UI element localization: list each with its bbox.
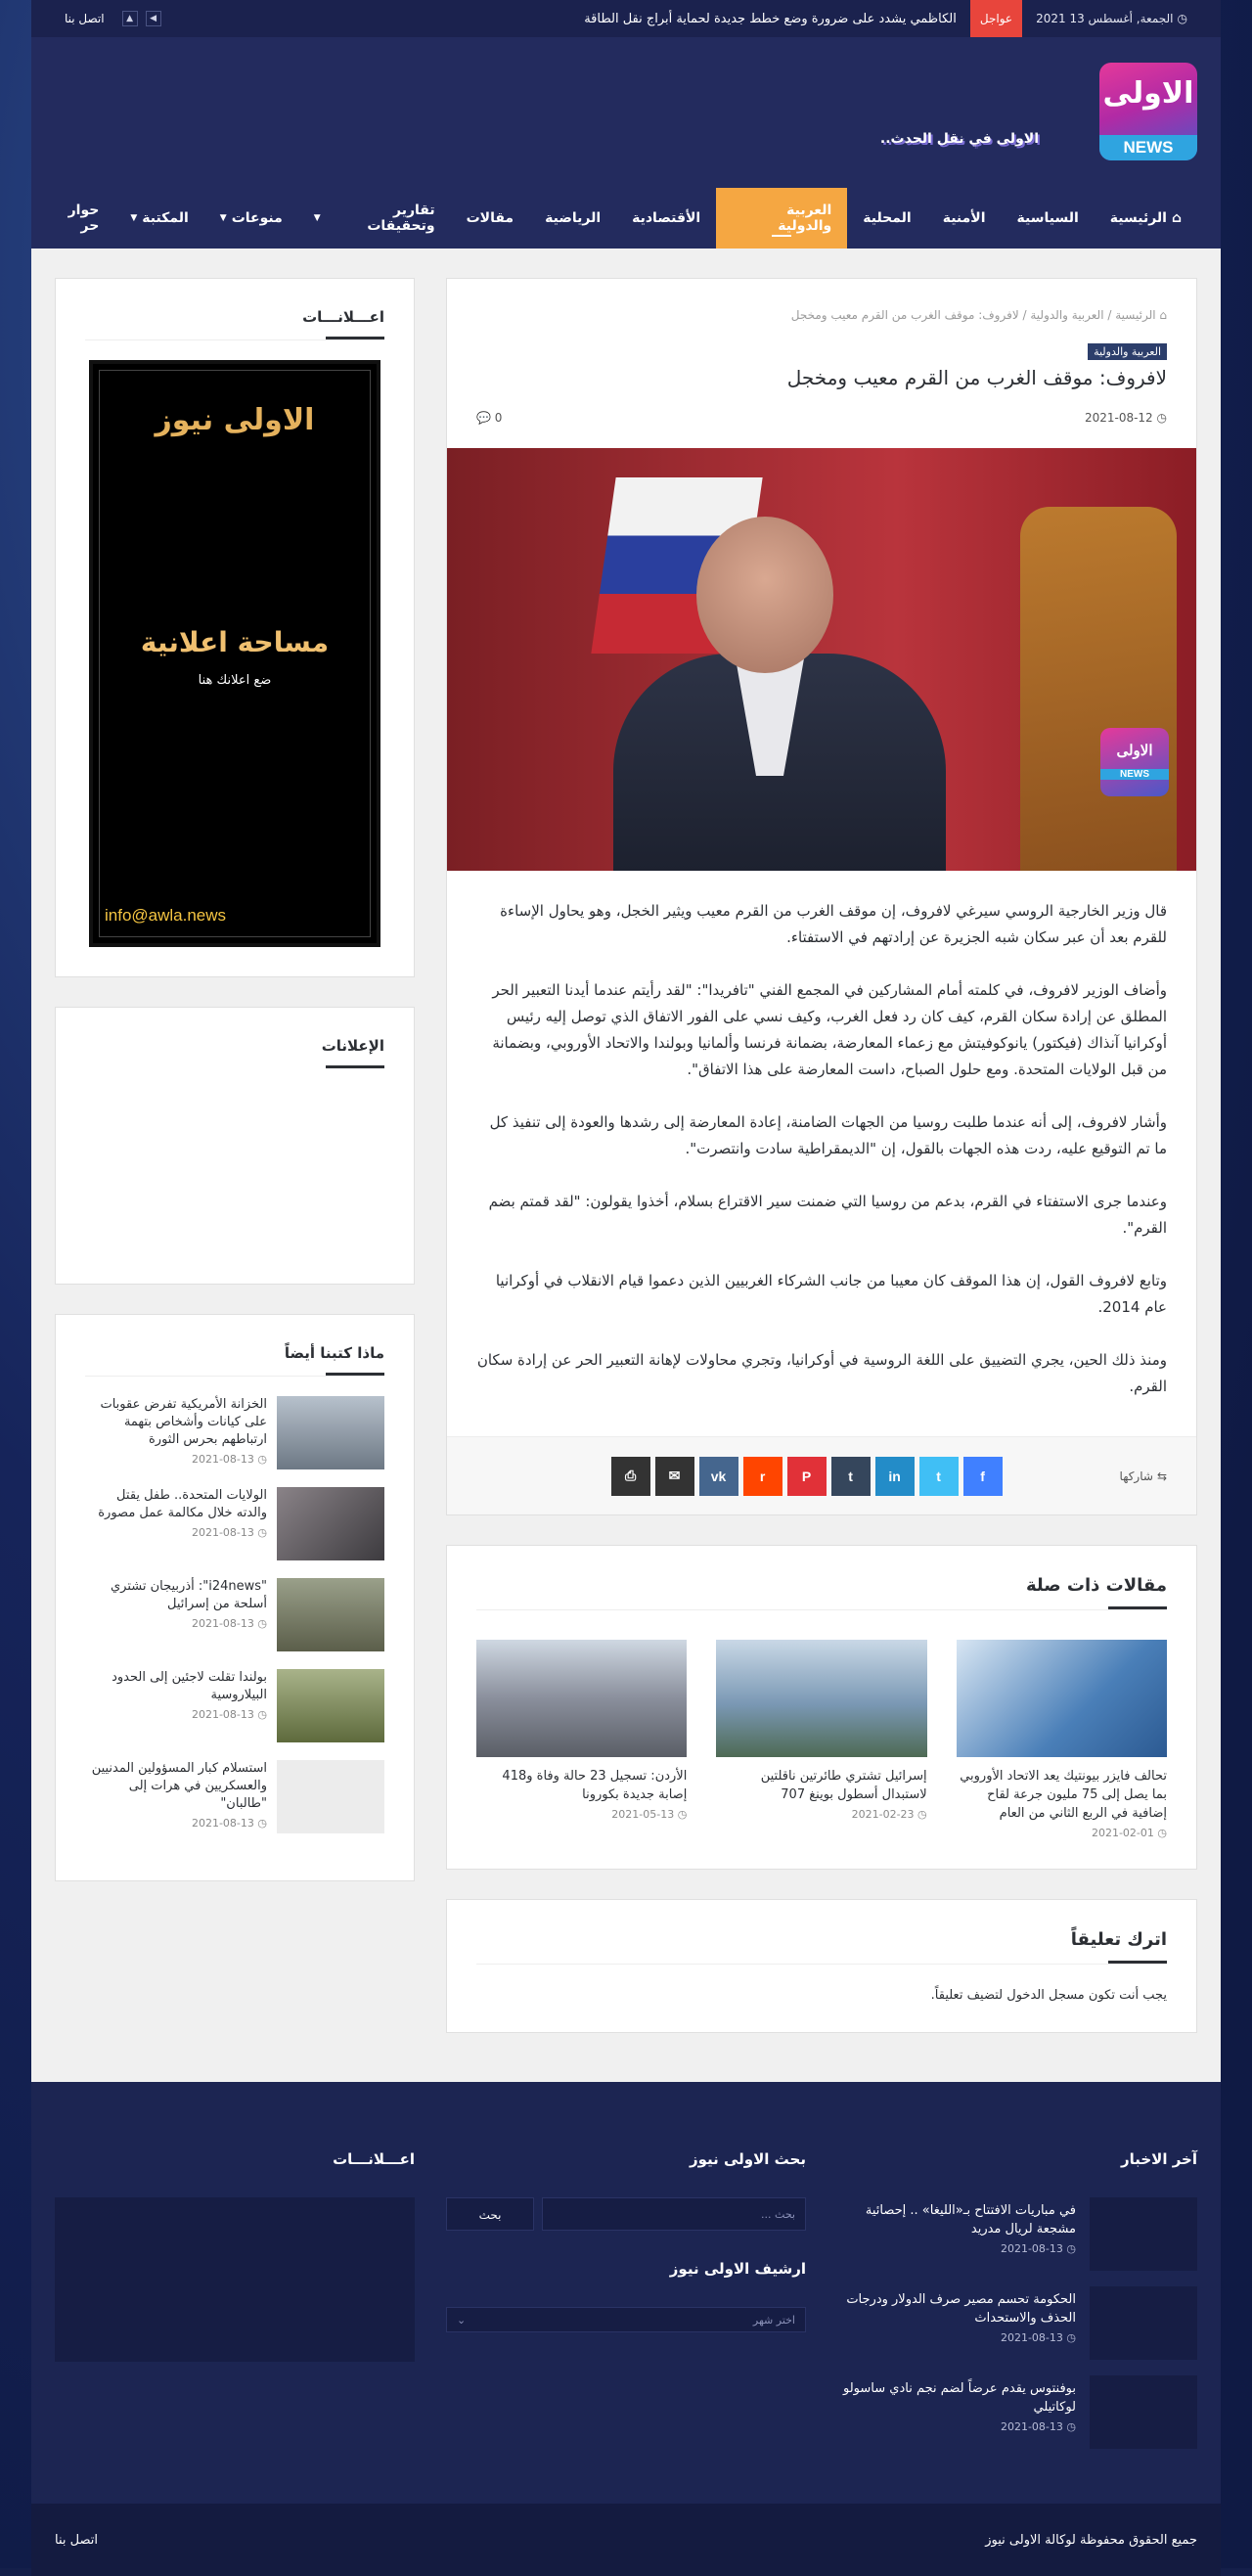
clock-icon: ◷ — [1062, 2331, 1076, 2344]
chevron-down-icon: ⌄ — [457, 2314, 467, 2327]
twitter-share-button[interactable] — [919, 1457, 959, 1496]
related-item[interactable] — [716, 1640, 926, 1839]
post-thumbnail[interactable] — [1090, 2375, 1197, 2449]
site-footer — [31, 2082, 1221, 2504]
ticker-next-button[interactable]: ▲ — [122, 11, 138, 26]
comments-icon: 💬 — [476, 411, 491, 425]
chevron-down-icon: ▼ — [219, 213, 227, 223]
clock-icon: ◷ — [674, 1808, 688, 1821]
copyright-bar — [31, 2504, 1221, 2576]
contact-link[interactable]: اتصل بنا — [65, 12, 105, 25]
archive-select[interactable] — [446, 2307, 806, 2332]
footer-title: ارشيف الاولى نيوز — [669, 2260, 806, 2278]
date-text: 2021-08-13 — [191, 1617, 254, 1630]
post-title[interactable]: استسلام كبار المسؤولين المدنيين والعسكريين في هرات إلى "طالبان" — [91, 1761, 267, 1811]
post-date — [85, 1817, 267, 1830]
footer-ads — [55, 2150, 415, 2464]
footer-latest — [837, 2150, 1197, 2464]
vk-share-button[interactable] — [699, 1457, 738, 1496]
related-item-date — [957, 1827, 1167, 1839]
linkedin-share-button[interactable] — [875, 1457, 915, 1496]
related-item[interactable] — [957, 1640, 1167, 1839]
ad-banner[interactable] — [89, 360, 380, 947]
tumblr-icon: t — [848, 1468, 853, 1484]
article-meta — [447, 389, 1196, 448]
article-paragraph: وعندما جرى الاستفتاء في القرم، بدعم من روسيا التي ضمنت سير الاقتراع بسلام، أخذوا يقولون: "لقد قمتم بضم القرم". — [488, 1193, 1167, 1237]
date-text: 2021-08-13 — [1000, 2331, 1063, 2344]
article-box — [446, 278, 1197, 1515]
breadcrumb-text[interactable]: الرئيسية / العربية والدولية / لافروف: موقف الغرب من القرم معيب ومخجل — [790, 308, 1156, 322]
post-title[interactable]: الولايات المتحدة.. طفل يقتل والدته خلال مكالمة عمل مصورة — [98, 1488, 267, 1520]
count-text: 0 — [494, 411, 503, 425]
post-title[interactable]: الخزانة الأمريكية تفرض عقوبات على كيانات وأشخاص بتهمة ارتباطهم بحرس الثورة — [100, 1397, 267, 1447]
nav-security[interactable]: الأمنية — [942, 210, 986, 226]
related-item-date — [716, 1808, 926, 1821]
date-text: 2021-08-13 — [191, 1453, 254, 1466]
chevron-down-icon: ▼ — [130, 213, 138, 223]
publish-date — [1085, 411, 1167, 425]
related-list — [447, 1610, 1196, 1869]
clock-icon: ◷ — [253, 1453, 267, 1466]
nav-local[interactable]: المحلية — [863, 210, 912, 226]
email-icon: ✉ — [668, 1468, 681, 1483]
article-paragraph: وتابع لافروف القول، إن هذا الموقف كان معيبا من جانب الشركاء الغربيين الذين دعموا قيام الانقلاب في أوكرانيا عام 2014. — [495, 1272, 1167, 1316]
clock-icon: ◷ — [1062, 2420, 1076, 2433]
tumblr-share-button[interactable] — [831, 1457, 871, 1496]
related-title: مقالات ذات صلة — [447, 1546, 1196, 1609]
clock-icon: ◷ — [914, 1808, 927, 1821]
post-date — [837, 2242, 1076, 2255]
list-item[interactable] — [85, 1669, 384, 1742]
ticker-prev-button[interactable]: ◀ — [146, 11, 161, 26]
nav-home[interactable] — [1095, 188, 1197, 249]
ad-heading: مساحة اعلانية — [140, 626, 330, 658]
date-text: 2021-08-13 — [191, 1708, 254, 1721]
head-shape — [696, 517, 833, 673]
share-label — [1120, 1469, 1167, 1483]
article-image — [447, 448, 1196, 871]
breaking-badge: عواجل — [970, 0, 1022, 37]
pinterest-share-button[interactable] — [787, 1457, 827, 1496]
share-text: شاركها — [1119, 1469, 1153, 1483]
main-column — [446, 278, 1197, 2062]
clock-icon: ◷ — [253, 1817, 267, 1830]
post-thumbnail[interactable] — [277, 1396, 384, 1469]
post-thumbnail[interactable] — [1090, 2286, 1197, 2360]
nav-library[interactable] — [114, 188, 203, 249]
nav-arab-international[interactable]: العربية والدولية — [716, 188, 847, 249]
article-paragraph: وأشار لافروف، إلى أنه عندما طلبت روسيا من الجهات الضامنة، إعادة المعارضة إلى رشدها والعودة إلى تنفيذ كل ما تم التوقيع عليه، ردت هذه الجهات بالقول، إن "الديمقراطية سادت وانتصرت". — [489, 1113, 1167, 1157]
article-title: لافروف: موقف الغرب من القرم معيب ومخجل — [786, 366, 1167, 389]
related-item-date — [476, 1808, 687, 1821]
linkedin-icon: in — [888, 1468, 901, 1484]
search-form — [446, 2197, 806, 2231]
footer-title: اعـــلانـــات — [333, 2150, 415, 2168]
footer-search — [446, 2150, 806, 2464]
list-item[interactable] — [85, 1487, 384, 1560]
widget-title: الإعلانات — [56, 1008, 414, 1068]
post-date — [85, 1453, 267, 1466]
nav-articles[interactable]: مقالات — [466, 210, 514, 226]
site-header — [31, 37, 1221, 249]
ad-logo: الاولى نيوز — [155, 403, 315, 437]
facebook-icon: f — [980, 1468, 985, 1484]
nav-sports[interactable]: الرياضية — [545, 210, 602, 226]
recent-posts-widget — [55, 1314, 415, 1881]
site-logo[interactable] — [1099, 63, 1197, 160]
post-thumbnail[interactable] — [277, 1760, 384, 1833]
article-paragraph: ومنذ ذلك الحين، يجري التضييق على اللغة الروسية في أوكرانيا، وتجري محاولات لإهانة التعبير الحر عن إرادة سكان القرم. — [476, 1351, 1167, 1395]
related-item-title[interactable]: الأردن: تسجيل 23 حالة وفاة و418 إصابة جديدة بكورونا — [502, 1769, 688, 1802]
sidebar — [55, 278, 415, 1911]
twitter-icon: t — [936, 1468, 941, 1484]
post-title[interactable]: الحكومة تحسم مصير صرف الدولار ودرجات الحذف والاستحداث — [846, 2292, 1076, 2326]
content-area — [31, 249, 1221, 2062]
search-input[interactable]: بحث ... — [542, 2197, 806, 2231]
chevron-down-icon: ▼ — [313, 213, 321, 223]
site-container — [31, 0, 1221, 2576]
post-date — [85, 1617, 267, 1630]
post-title[interactable]: "i24news": أذربيجان تشتري أسلحة من إسرائيل — [110, 1579, 267, 1611]
clock-icon: ◷ — [253, 1526, 267, 1539]
breaking-news-link[interactable]: الكاظمي يشدد على ضرورة وضع خطط جديدة لحماية أبراج نقل الطاقة — [584, 11, 957, 26]
share-icon: ⇆ — [1156, 1469, 1167, 1483]
clock-icon: ◷ — [1152, 411, 1167, 425]
breadcrumb — [447, 279, 1196, 322]
reddit-icon: r — [759, 1468, 766, 1484]
share-bar — [447, 1436, 1196, 1514]
widget-title: ماذا كتبنا أيضاً — [56, 1315, 414, 1376]
nav-reports[interactable] — [298, 188, 451, 249]
vk-icon: vk — [710, 1468, 727, 1484]
clock-icon: ◷ — [1153, 1827, 1167, 1839]
post-thumbnail[interactable] — [277, 1487, 384, 1560]
footer-contact-link[interactable]: اتصل بنا — [55, 2532, 98, 2548]
post-date — [85, 1526, 267, 1539]
date-text: 2021-02-01 — [1091, 1827, 1154, 1839]
widget-title: اعـــلانـــات — [56, 279, 414, 339]
post-title[interactable]: بوفنتوس يقدم عرضاً لضم نجم نادي ساسولو لوكاتيلي — [843, 2381, 1076, 2415]
share-buttons — [611, 1457, 1003, 1496]
clock-icon: ◷ — [253, 1708, 267, 1721]
nav-economy[interactable]: الأقتصادية — [632, 210, 701, 226]
image-watermark-logo — [1100, 728, 1169, 796]
category-badge[interactable]: العربية والدولية — [1088, 343, 1167, 360]
date-text: الجمعة, أغسطس 13 2021 — [1036, 12, 1174, 25]
post-thumbnail[interactable] — [1090, 2197, 1197, 2271]
related-thumbnail[interactable] — [716, 1640, 926, 1757]
clock-icon: ◷ — [1177, 12, 1187, 25]
recent-list — [56, 1377, 414, 1880]
post-title[interactable]: بولندا تقلت لاجئين إلى الحدود البيلاروسية — [112, 1670, 267, 1702]
article-body — [447, 871, 1196, 1436]
nav-label: منوعات — [231, 210, 283, 226]
nav-label: الرئيسية — [1109, 210, 1167, 226]
copyright-text: جميع الحقوق محفوظة لوكالة الاولى نيوز — [985, 2532, 1197, 2548]
watermark-text: الاولى — [1116, 743, 1153, 759]
list-item[interactable] — [837, 2197, 1197, 2271]
date-text: 2021-05-13 — [611, 1808, 675, 1821]
home-icon: ⌂ — [1171, 210, 1182, 226]
divider — [85, 339, 384, 340]
related-item-title[interactable]: تحالف فايزر بيونتيك يعد الاتحاد الأوروبي بما يصل إلى 75 مليون جرعة لقاح إضافية في الربع الثاني من العام — [960, 1769, 1167, 1821]
current-date — [1036, 12, 1187, 25]
comments-box — [446, 1899, 1197, 2033]
select-value: اختر شهر — [752, 2314, 795, 2327]
ad-email: info@awla.news — [105, 906, 227, 925]
login-required-note: يجب أنت تكون مسجل الدخول لتضيف تعليقاً. — [930, 1988, 1167, 2003]
nav-misc[interactable] — [204, 188, 298, 249]
date-text: 2021-02-23 — [851, 1808, 915, 1821]
logo-news: NEWS — [1099, 135, 1197, 160]
nav-politics[interactable]: السياسية — [1016, 210, 1079, 226]
post-title[interactable]: في مباريات الافتتاح بـ«الليغا» .. إحصائية مشجعة لريال مدريد — [865, 2203, 1076, 2237]
date-text: 2021-08-13 — [191, 1817, 254, 1830]
post-date — [837, 2420, 1076, 2433]
ads-widget — [55, 278, 415, 977]
list-item[interactable] — [837, 2286, 1197, 2360]
comment-count[interactable] — [476, 411, 502, 425]
clock-icon: ◷ — [253, 1617, 267, 1630]
top-bar — [31, 0, 1221, 37]
related-item[interactable] — [476, 1640, 687, 1839]
footer-title: بحث الاولى نيوز — [689, 2150, 806, 2168]
related-item-title[interactable]: إسرائيل تشتري طائرتين ناقلتين لاستبدال أسطول بوينغ 707 — [760, 1769, 927, 1802]
ad-subtext: ضع اعلانك هنا — [198, 673, 272, 688]
list-item[interactable] — [85, 1760, 384, 1833]
clock-icon: ◷ — [1062, 2242, 1076, 2255]
pinterest-icon: P — [801, 1468, 812, 1484]
main-nav — [31, 188, 1221, 249]
print-share-button[interactable] — [611, 1457, 650, 1496]
article-paragraph: وأضاف الوزير لافروف، في كلمته أمام المشاركين في المجمع الفني "تافريدا": "لقد رأيتم عندما أيدنا التعبير الحر المطلق عن إرادة سكان القرم، كيف كان رد فعل الغرب، وكيف نسي على الفور الاتفاق الذي توصل إليه رئيس أوكرانيا آنذاك (فيكتور) يانوكوفيتش مع زعماء المعارضة، بضمانة فرنسا وألمانيا وبولندا والاتحاد الأوروبي، وبضمانة من قبل الولايات المتحدة. ومع حلول الصباح، داست المعارضة على هذا الاتفاق". — [492, 981, 1167, 1078]
date-text: 2021-08-12 — [1084, 411, 1153, 425]
post-thumbnail[interactable] — [277, 1669, 384, 1742]
related-articles-box — [446, 1545, 1197, 1870]
watermark-news: NEWS — [1100, 769, 1169, 780]
post-date — [837, 2331, 1076, 2344]
list-item[interactable] — [837, 2375, 1197, 2449]
post-thumbnail[interactable] — [277, 1578, 384, 1651]
footer-title: آخر الاخبار — [1120, 2150, 1197, 2168]
email-share-button[interactable] — [655, 1457, 694, 1496]
nav-label: تقارير وتحقيقات — [367, 203, 435, 234]
print-icon: ⎙ — [624, 1468, 637, 1483]
chair-shape — [1020, 507, 1177, 871]
logo-text: الاولى — [1102, 76, 1194, 111]
related-thumbnail[interactable] — [957, 1640, 1167, 1757]
site-slogan: الاولى في نقل الحدث.. — [879, 131, 1039, 147]
comments-title: اترك تعليقاً — [447, 1900, 1196, 1964]
post-date — [85, 1708, 267, 1721]
reddit-share-button[interactable] — [743, 1457, 782, 1496]
date-text: 2021-08-13 — [191, 1526, 254, 1539]
ads-widget-2 — [55, 1007, 415, 1285]
home-icon: ⌂ — [1155, 308, 1167, 322]
related-thumbnail[interactable] — [476, 1640, 687, 1757]
date-text: 2021-08-13 — [1000, 2420, 1063, 2433]
article-paragraph: قال وزير الخارجية الروسي سيرغي لافروف، إن موقف الغرب من القرم معيب ويثير الخجل، وهو يحاول الإساءة للقرم بعد أن عبر سكان شبه الجزيرة عن إرادتهم في الاستفتاء. — [500, 902, 1167, 946]
search-button[interactable]: بحث — [446, 2197, 534, 2231]
nav-label: المكتبة — [142, 210, 189, 226]
footer-ad-slot[interactable] — [55, 2197, 415, 2362]
nav-free-talk[interactable]: حوار حر — [67, 203, 100, 234]
list-item[interactable] — [85, 1578, 384, 1651]
date-text: 2021-08-13 — [1000, 2242, 1063, 2255]
facebook-share-button[interactable] — [963, 1457, 1003, 1496]
list-item[interactable] — [85, 1396, 384, 1469]
